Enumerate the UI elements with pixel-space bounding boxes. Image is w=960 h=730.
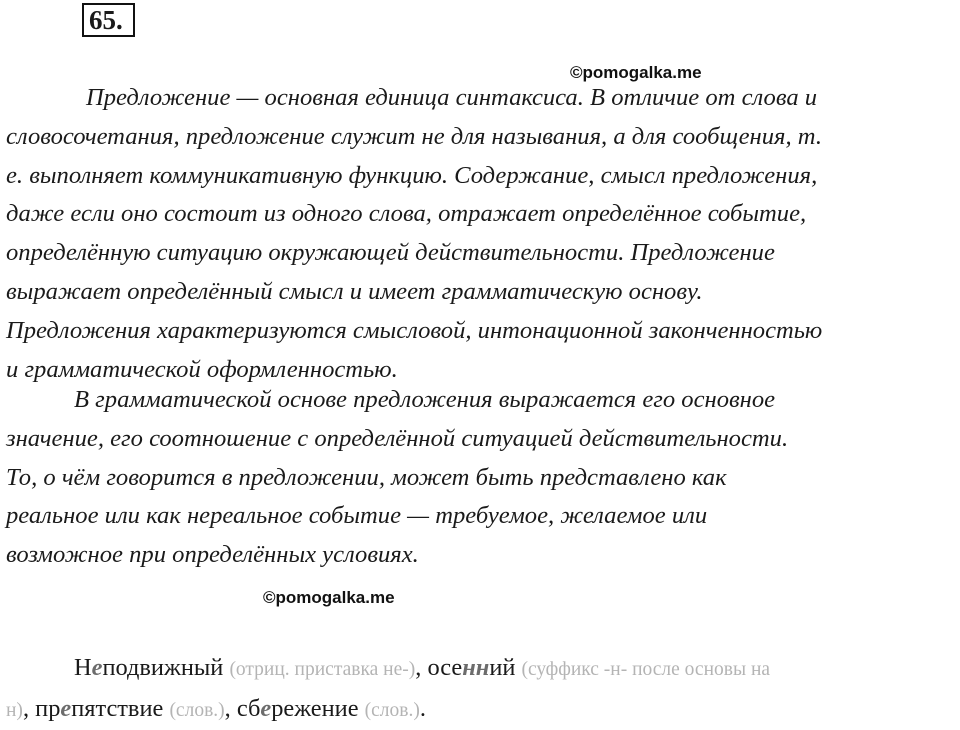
explanation-note: (слов.) <box>364 700 420 721</box>
word-part: пр <box>35 695 61 722</box>
exercise-number: 65. <box>82 3 135 37</box>
text-line: е. выполняет коммуникативную функцию. Содержание, смысл предложения, <box>6 161 818 189</box>
explanation-note: (отриц. приставка не-) <box>229 659 416 680</box>
separator: , <box>22 695 36 722</box>
word-part: осе <box>427 654 463 681</box>
highlighted-letter: е <box>60 695 72 722</box>
paragraph-1 <box>6 79 960 389</box>
watermark: ©pomogalka.me <box>570 63 702 82</box>
highlighted-letter: е <box>91 654 103 681</box>
paragraph-2 <box>6 381 960 575</box>
text-line: Предложения характеризуются смысловой, интонационной законченностью <box>6 316 823 344</box>
text-line: Предложение — основная единица синтаксиса. В отличие от слова и <box>86 84 818 111</box>
text-line: и грамматической оформленностью. <box>6 355 398 383</box>
word-part: сб <box>236 695 261 722</box>
text-line: значение, его соотношение с определённой ситуацией действительности. <box>6 424 789 452</box>
explanation-note: (суффикс -н- после основы на <box>521 659 771 680</box>
highlighted-letter: нн <box>462 654 490 681</box>
text-line: выражает определённый смысл и имеет грамматическую основу. <box>6 277 703 305</box>
word-part: Н <box>74 654 92 681</box>
end-period: . <box>419 695 426 722</box>
separator: , <box>224 695 237 722</box>
answer-line <box>6 648 956 689</box>
text-line: реальное или как нереальное событие — требуемое, желаемое или <box>6 502 708 530</box>
text-line: То, о чём говорится в предложении, может быть представлено как <box>6 463 727 491</box>
answer-line <box>6 689 956 730</box>
word-part: режение <box>271 695 359 722</box>
word-part: пятствие <box>71 695 164 722</box>
watermark: ©pomogalka.me <box>263 588 395 607</box>
highlighted-letter: е <box>260 695 272 722</box>
word-part: ий <box>489 654 516 681</box>
explanation-note: н) <box>6 700 23 721</box>
word-part: подвижный <box>102 654 224 681</box>
text-line: словосочетания, предложение служит не для называния, а для сообщения, т. <box>6 122 822 150</box>
text-line: даже если оно состоит из одного слова, отражает определённое событие, <box>6 200 807 228</box>
answer-block <box>6 648 956 730</box>
explanation-note: (слов.) <box>169 700 225 721</box>
text-line: В грамматической основе предложения выражается его основное <box>74 386 776 413</box>
text-line: определённую ситуацию окружающей действительности. Предложение <box>6 239 775 267</box>
text-line: возможное при определённых условиях. <box>6 541 419 569</box>
separator: , <box>415 654 428 681</box>
